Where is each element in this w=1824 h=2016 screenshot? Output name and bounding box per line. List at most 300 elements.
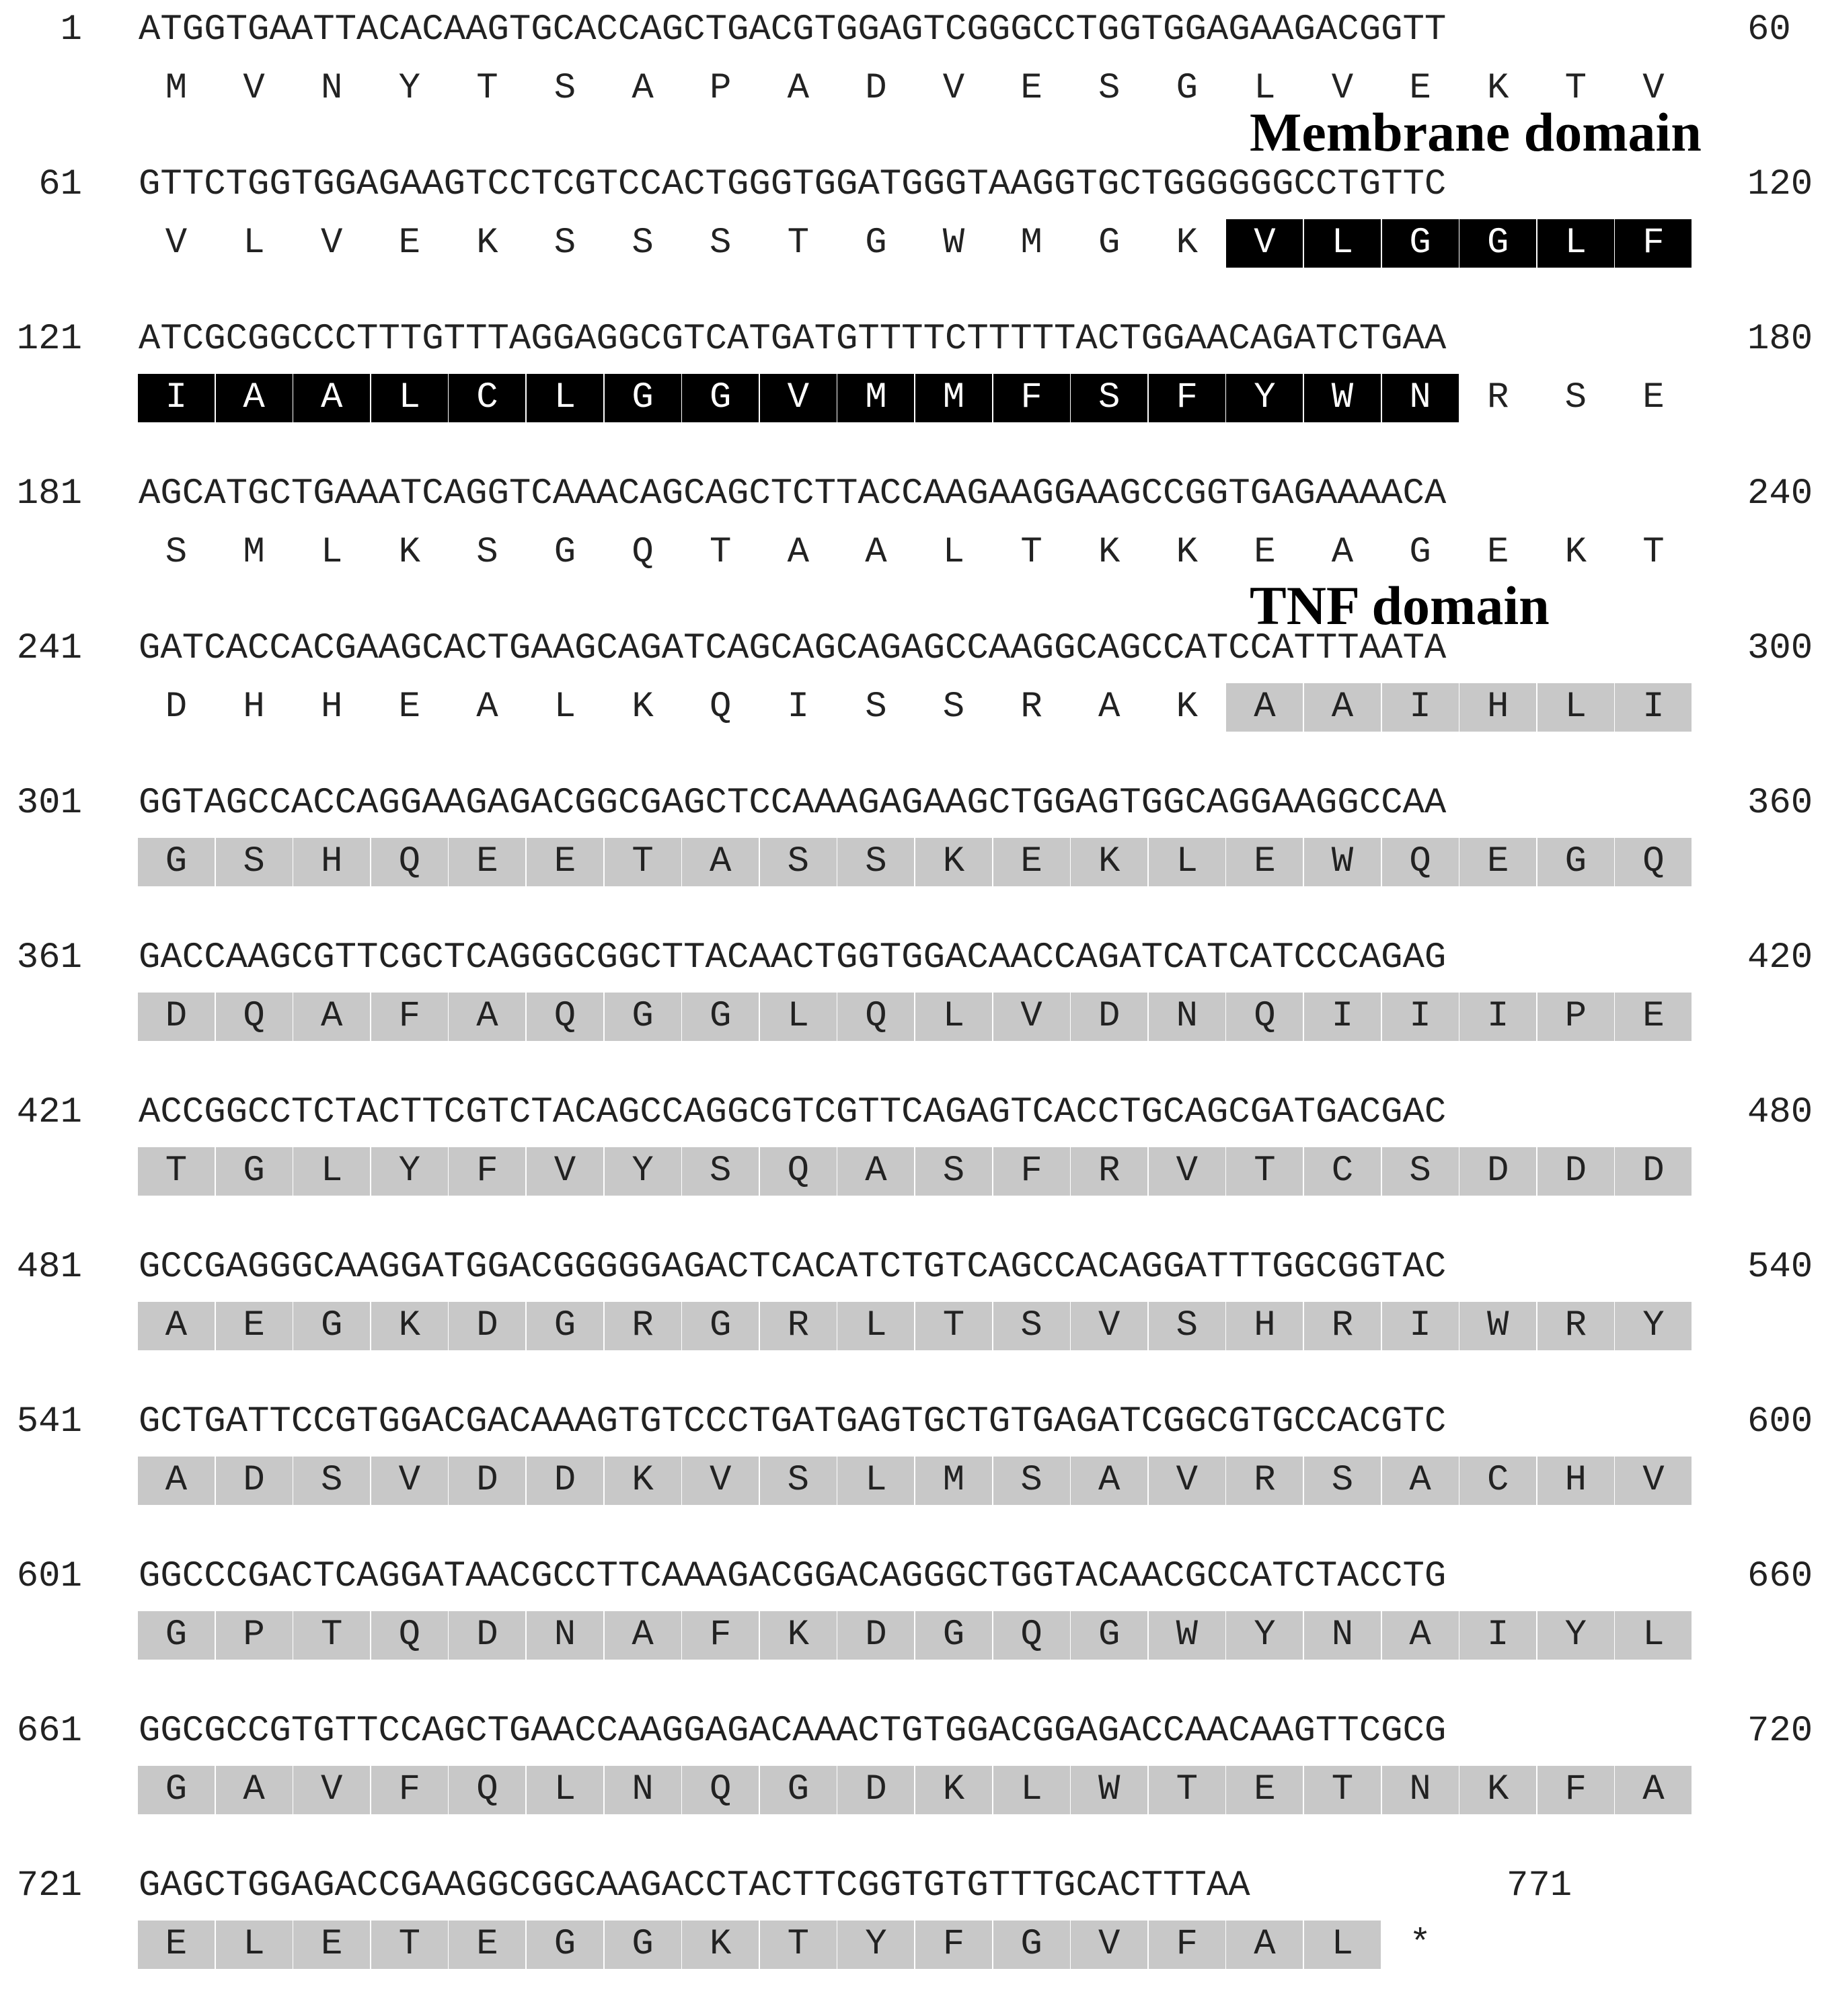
- amino-acid: D: [837, 1611, 914, 1660]
- amino-acid: E: [216, 1302, 293, 1350]
- amino-acid: V: [993, 993, 1070, 1041]
- amino-acid: D: [449, 1302, 525, 1350]
- amino-acid: A: [837, 1147, 914, 1196]
- amino-acid: Q: [371, 1611, 448, 1660]
- amino-acid: S: [709, 223, 732, 264]
- amino-acid: G: [1176, 68, 1198, 109]
- amino-acid: D: [527, 1457, 603, 1505]
- amino-acid: V: [1071, 1921, 1147, 1969]
- amino-acid-row: [0, 1921, 1824, 1969]
- amino-acid: I: [1304, 993, 1381, 1041]
- amino-acid: Q: [709, 687, 732, 728]
- amino-acid: M: [915, 1457, 992, 1505]
- amino-acid: G: [527, 1302, 603, 1350]
- amino-acid: R: [1226, 1457, 1303, 1505]
- amino-acid: A: [787, 532, 809, 573]
- amino-acid: T: [293, 1611, 370, 1660]
- amino-acid: E: [1409, 68, 1431, 109]
- amino-acid: L: [942, 532, 965, 573]
- nucleotide-sequence: GGCCCGACTCAGGATAACGCCTTCAAAGACGGACAGGGCTGGTACAACGCCATCTACCTG: [139, 1556, 1447, 1597]
- amino-acid: V: [1615, 1457, 1692, 1505]
- amino-acid: A: [293, 993, 370, 1041]
- amino-acid: G: [865, 223, 887, 264]
- amino-acid: V: [1071, 1302, 1147, 1350]
- amino-acid: T: [709, 532, 732, 573]
- amino-acid: T: [1304, 1766, 1381, 1814]
- amino-acid: L: [527, 374, 603, 422]
- amino-acid: A: [865, 532, 887, 573]
- amino-acid: G: [605, 374, 681, 422]
- amino-acid: K: [915, 838, 992, 886]
- amino-acid: F: [1149, 1921, 1225, 1969]
- amino-acid: K: [398, 532, 420, 573]
- amino-acid: F: [993, 1147, 1070, 1196]
- amino-acid: G: [605, 993, 681, 1041]
- amino-acid: E: [527, 838, 603, 886]
- amino-acid: S: [216, 838, 293, 886]
- amino-acid: S: [554, 68, 576, 109]
- amino-acid: L: [527, 1766, 603, 1814]
- amino-acid: H: [1459, 683, 1536, 732]
- position-end: 420: [1747, 937, 1813, 978]
- amino-acid: K: [1176, 532, 1198, 573]
- amino-acid: E: [1615, 993, 1692, 1041]
- amino-acid: K: [605, 1457, 681, 1505]
- amino-acid: L: [1304, 1921, 1381, 1969]
- amino-acid: I: [138, 374, 215, 422]
- amino-acid: D: [165, 687, 188, 728]
- amino-acid: A: [1615, 1766, 1692, 1814]
- position-start: 541: [16, 1401, 82, 1442]
- amino-acid: E: [993, 838, 1070, 886]
- amino-acid: G: [682, 993, 759, 1041]
- amino-acid: F: [993, 374, 1070, 422]
- position-end: 120: [1747, 164, 1813, 205]
- amino-acid: E: [1642, 377, 1665, 418]
- amino-acid: G: [1098, 223, 1120, 264]
- nucleotide-sequence: GTTCTGGTGGAGAAGTCCTCGTCCACTGGGTGGATGGGTAAGGTGCTGGGGGGCCTGTTC: [139, 164, 1447, 205]
- amino-acid: L: [216, 1921, 293, 1969]
- sequence-block: [0, 779, 1824, 933]
- amino-acid: H: [1226, 1302, 1303, 1350]
- amino-acid: A: [216, 374, 293, 422]
- amino-acid: R: [1071, 1147, 1147, 1196]
- nucleotide-sequence: ATCGCGGCCCTTTGTTTAGGAGGCGTCATGATGTTTTCTTTTTACTGGAACAGATCTGAA: [139, 319, 1447, 360]
- amino-acid: C: [449, 374, 525, 422]
- amino-acid: G: [527, 1921, 603, 1969]
- amino-acid: Q: [1615, 838, 1692, 886]
- amino-acid: G: [1071, 1611, 1147, 1660]
- amino-acid: S: [993, 1457, 1070, 1505]
- amino-acid: G: [760, 1766, 837, 1814]
- amino-acid-row: [0, 1766, 1824, 1814]
- position-end: 360: [1747, 783, 1813, 824]
- amino-acid: Q: [371, 838, 448, 886]
- sequence-block: [0, 1397, 1824, 1552]
- amino-acid: Y: [1615, 1302, 1692, 1350]
- amino-acid: F: [449, 1147, 525, 1196]
- amino-acid: I: [1459, 993, 1536, 1041]
- amino-acid: A: [1331, 532, 1354, 573]
- amino-acid: S: [865, 687, 887, 728]
- stop-codon: *: [1409, 1924, 1431, 1965]
- amino-acid: S: [993, 1302, 1070, 1350]
- amino-acid: G: [1382, 219, 1459, 268]
- nucleotide-sequence: GACCAAGCGTTCGCTCAGGGCGGCTTACAACTGGTGGACAACCAGATCATCATCCCAGAG: [139, 937, 1447, 978]
- position-end: 180: [1747, 319, 1813, 360]
- amino-acid: A: [476, 687, 498, 728]
- position-end: 300: [1747, 628, 1813, 669]
- amino-acid: H: [320, 687, 343, 728]
- amino-acid: A: [1098, 687, 1120, 728]
- amino-acid-row: [0, 374, 1824, 422]
- amino-acid: E: [1226, 838, 1303, 886]
- amino-acid: F: [682, 1611, 759, 1660]
- amino-acid: V: [1331, 68, 1354, 109]
- amino-acid: V: [320, 223, 343, 264]
- sequence-block: [0, 1552, 1824, 1707]
- amino-acid: T: [915, 1302, 992, 1350]
- amino-acid: F: [1615, 219, 1692, 268]
- amino-acid: Q: [527, 993, 603, 1041]
- amino-acid: R: [605, 1302, 681, 1350]
- nucleotide-sequence: GGCGCCGTGTTCCAGCTGAACCAAGGAGACAAACTGTGGACGGAGACCAACAAGTTCGCG: [139, 1711, 1447, 1752]
- membrane-domain-label: Membrane domain: [1250, 102, 1702, 163]
- amino-acid: T: [371, 1921, 448, 1969]
- amino-acid: M: [165, 68, 188, 109]
- amino-acid: F: [915, 1921, 992, 1969]
- amino-acid: S: [165, 532, 188, 573]
- amino-acid-row: [0, 1457, 1824, 1505]
- sequence-block: [0, 160, 1824, 315]
- amino-acid: G: [216, 1147, 293, 1196]
- amino-acid: S: [554, 223, 576, 264]
- amino-acid: L: [993, 1766, 1070, 1814]
- position-start: 61: [38, 164, 82, 205]
- amino-acid: S: [1564, 377, 1587, 418]
- amino-acid: V: [1226, 219, 1303, 268]
- amino-acid: T: [1226, 1147, 1303, 1196]
- nucleotide-sequence: ACCGGCCTCTACTTCGTCTACAGCCAGGCGTCGTTCAGAGTCACCTGCAGCGATGACGAC: [139, 1092, 1447, 1133]
- amino-acid: N: [320, 68, 343, 109]
- amino-acid: I: [1382, 1302, 1459, 1350]
- amino-acid: G: [293, 1302, 370, 1350]
- amino-acid: L: [1304, 219, 1381, 268]
- amino-acid: G: [1537, 838, 1614, 886]
- amino-acid: E: [449, 1921, 525, 1969]
- amino-acid: K: [1564, 532, 1587, 573]
- amino-acid: T: [605, 838, 681, 886]
- amino-acid: V: [527, 1147, 603, 1196]
- amino-acid: G: [1409, 532, 1431, 573]
- amino-acid: D: [449, 1611, 525, 1660]
- amino-acid: A: [1226, 1921, 1303, 1969]
- amino-acid: V: [760, 374, 837, 422]
- amino-acid: L: [320, 532, 343, 573]
- amino-acid: A: [1226, 683, 1303, 732]
- amino-acid: R: [1020, 687, 1042, 728]
- amino-acid: G: [682, 374, 759, 422]
- amino-acid: K: [1176, 687, 1198, 728]
- amino-acid: Y: [605, 1147, 681, 1196]
- amino-acid: R: [1486, 377, 1509, 418]
- position-start: 721: [16, 1865, 82, 1906]
- amino-acid: S: [1382, 1147, 1459, 1196]
- amino-acid: A: [605, 1611, 681, 1660]
- amino-acid: I: [1382, 993, 1459, 1041]
- amino-acid: E: [1226, 1766, 1303, 1814]
- amino-acid: V: [1149, 1147, 1225, 1196]
- amino-acid: K: [632, 687, 654, 728]
- amino-acid: L: [1149, 838, 1225, 886]
- amino-acid: L: [1537, 683, 1614, 732]
- amino-acid: K: [1176, 223, 1198, 264]
- amino-acid: G: [138, 1611, 215, 1660]
- amino-acid: S: [476, 532, 498, 573]
- amino-acid: A: [138, 1302, 215, 1350]
- amino-acid: K: [1098, 532, 1120, 573]
- amino-acid: W: [1304, 838, 1381, 886]
- amino-acid: H: [1537, 1457, 1614, 1505]
- amino-acid: L: [554, 687, 576, 728]
- position-start: 301: [16, 783, 82, 824]
- amino-acid: D: [216, 1457, 293, 1505]
- amino-acid: V: [1149, 1457, 1225, 1505]
- amino-acid: L: [1537, 219, 1614, 268]
- amino-acid: L: [915, 993, 992, 1041]
- amino-acid: S: [837, 838, 914, 886]
- amino-acid: Q: [760, 1147, 837, 1196]
- amino-acid: C: [1459, 1457, 1536, 1505]
- position-start: 421: [16, 1092, 82, 1133]
- position-end: 240: [1747, 473, 1813, 514]
- amino-acid: A: [1071, 1457, 1147, 1505]
- amino-acid: A: [632, 68, 654, 109]
- amino-acid: A: [138, 1457, 215, 1505]
- sequence-block: [0, 469, 1824, 624]
- amino-acid: E: [1020, 68, 1042, 109]
- amino-acid: F: [1149, 374, 1225, 422]
- amino-acid: V: [293, 1766, 370, 1814]
- position-end: 720: [1747, 1711, 1813, 1752]
- amino-acid: D: [1537, 1147, 1614, 1196]
- nucleotide-sequence: GGTAGCCACCAGGAAGAGACGGCGAGCTCCAAAGAGAAGCTGGAGTGGCAGGAAGGCCAA: [139, 783, 1447, 824]
- amino-acid: T: [760, 1921, 837, 1969]
- amino-acid: T: [1642, 532, 1665, 573]
- amino-acid: F: [371, 993, 448, 1041]
- amino-acid: I: [1459, 1611, 1536, 1660]
- amino-acid: S: [293, 1457, 370, 1505]
- sequence-block: [0, 1088, 1824, 1243]
- amino-acid: K: [915, 1766, 992, 1814]
- position-start: 601: [16, 1556, 82, 1597]
- amino-acid: M: [1020, 223, 1042, 264]
- amino-acid: S: [1304, 1457, 1381, 1505]
- amino-acid: G: [915, 1611, 992, 1660]
- amino-acid: K: [476, 223, 498, 264]
- amino-acid: H: [243, 687, 265, 728]
- amino-acid: S: [760, 1457, 837, 1505]
- amino-acid: G: [554, 532, 576, 573]
- sequence-block: [0, 624, 1824, 779]
- amino-acid: S: [760, 838, 837, 886]
- amino-acid-row: [0, 529, 1824, 577]
- amino-acid: H: [293, 838, 370, 886]
- amino-acid: E: [398, 687, 420, 728]
- amino-acid-row: [0, 1147, 1824, 1196]
- amino-acid: R: [1537, 1302, 1614, 1350]
- amino-acid: E: [1486, 532, 1509, 573]
- amino-acid: L: [760, 993, 837, 1041]
- amino-acid: Y: [1226, 1611, 1303, 1660]
- amino-acid: N: [1382, 374, 1459, 422]
- amino-acid: Q: [1226, 993, 1303, 1041]
- nucleotide-sequence: GCCGAGGGCAAGGATGGACGGGGGAGACTCACATCTGTCAGCCACAGGATTTGGCGGTAC: [139, 1247, 1447, 1288]
- amino-acid: K: [1071, 838, 1147, 886]
- amino-acid: M: [837, 374, 914, 422]
- amino-acid: W: [1071, 1766, 1147, 1814]
- amino-acid: V: [371, 1457, 448, 1505]
- position-end: 771: [1507, 1865, 1572, 1906]
- amino-acid: A: [216, 1766, 293, 1814]
- sequence-block: [0, 1243, 1824, 1397]
- amino-acid: S: [632, 223, 654, 264]
- amino-acid: G: [138, 838, 215, 886]
- position-end: 660: [1747, 1556, 1813, 1597]
- amino-acid: E: [138, 1921, 215, 1969]
- amino-acid: N: [1382, 1766, 1459, 1814]
- amino-acid: D: [1459, 1147, 1536, 1196]
- nucleotide-sequence: GAGCTGGAGACCGAAGGCGGCAAGACCTACTTCGGTGTGTTTGCACTTTAA: [139, 1865, 1250, 1906]
- amino-acid: L: [837, 1302, 914, 1350]
- amino-acid-row: [0, 219, 1824, 268]
- amino-acid: S: [942, 687, 965, 728]
- amino-acid: G: [138, 1766, 215, 1814]
- amino-acid: F: [1537, 1766, 1614, 1814]
- amino-acid: Q: [682, 1766, 759, 1814]
- nucleotide-sequence: GATCACCACGAAGCACTGAAGCAGATCAGCAGCAGAGCCAAGGCAGCCATCCATTTAATA: [139, 628, 1447, 669]
- amino-acid: E: [449, 838, 525, 886]
- amino-acid: V: [1642, 68, 1665, 109]
- amino-acid: N: [605, 1766, 681, 1814]
- position-start: 241: [16, 628, 82, 669]
- amino-acid: W: [1149, 1611, 1225, 1660]
- amino-acid: L: [1254, 68, 1276, 109]
- amino-acid: V: [165, 223, 188, 264]
- amino-acid: P: [216, 1611, 293, 1660]
- amino-acid: Q: [449, 1766, 525, 1814]
- amino-acid: G: [682, 1302, 759, 1350]
- amino-acid-row: [0, 1611, 1824, 1660]
- amino-acid: K: [371, 1302, 448, 1350]
- amino-acid: S: [1149, 1302, 1225, 1350]
- amino-acid: E: [398, 223, 420, 264]
- position-end: 600: [1747, 1401, 1813, 1442]
- amino-acid: Q: [837, 993, 914, 1041]
- amino-acid: N: [1149, 993, 1225, 1041]
- sequence-block: [0, 1861, 1824, 2016]
- amino-acid: L: [371, 374, 448, 422]
- position-start: 121: [16, 319, 82, 360]
- amino-acid: R: [760, 1302, 837, 1350]
- position-end: 480: [1747, 1092, 1813, 1133]
- sequence-block: [0, 1707, 1824, 1861]
- amino-acid: P: [1537, 993, 1614, 1041]
- amino-acid: R: [1304, 1302, 1381, 1350]
- amino-acid: S: [1098, 68, 1120, 109]
- amino-acid: I: [1382, 683, 1459, 732]
- amino-acid: K: [682, 1921, 759, 1969]
- amino-acid: Y: [837, 1921, 914, 1969]
- amino-acid: Q: [1382, 838, 1459, 886]
- amino-acid: A: [1382, 1611, 1459, 1660]
- position-end: 60: [1747, 9, 1791, 50]
- amino-acid: I: [1615, 683, 1692, 732]
- amino-acid: K: [1486, 68, 1509, 109]
- position-start: 481: [16, 1247, 82, 1288]
- amino-acid: D: [865, 68, 887, 109]
- amino-acid: L: [293, 1147, 370, 1196]
- amino-acid: T: [1564, 68, 1587, 109]
- amino-acid: L: [1615, 1611, 1692, 1660]
- amino-acid: M: [243, 532, 265, 573]
- position-start: 181: [16, 473, 82, 514]
- amino-acid-row: [0, 838, 1824, 886]
- nucleotide-sequence: GCTGATTCCGTGGACGACAAAGTGTCCCTGATGAGTGCTGTGAGATCGGCGTGCCACGTC: [139, 1401, 1447, 1442]
- sequence-block: [0, 933, 1824, 1088]
- amino-acid: T: [1149, 1766, 1225, 1814]
- amino-acid: Q: [993, 1611, 1070, 1660]
- amino-acid: E: [1459, 838, 1536, 886]
- amino-acid: W: [1304, 374, 1381, 422]
- tnf-domain-label: TNF domain: [1250, 575, 1550, 636]
- amino-acid: C: [1304, 1147, 1381, 1196]
- amino-acid: T: [787, 223, 809, 264]
- amino-acid: A: [682, 838, 759, 886]
- amino-acid: Q: [632, 532, 654, 573]
- amino-acid: Y: [1537, 1611, 1614, 1660]
- amino-acid: T: [1020, 532, 1042, 573]
- amino-acid: Y: [398, 68, 420, 109]
- amino-acid: G: [1459, 219, 1536, 268]
- amino-acid: D: [449, 1457, 525, 1505]
- amino-acid: S: [915, 1147, 992, 1196]
- amino-acid: A: [1304, 683, 1381, 732]
- amino-acid: D: [837, 1766, 914, 1814]
- amino-acid: V: [243, 68, 265, 109]
- position-start: 661: [16, 1711, 82, 1752]
- amino-acid: S: [1071, 374, 1147, 422]
- amino-acid: I: [787, 687, 809, 728]
- nucleotide-sequence: ATGGTGAATTACACAAGTGCACCAGCTGACGTGGAGTCGGGCCTGGTGGAGAAGACGGTT: [139, 9, 1447, 50]
- amino-acid: L: [243, 223, 265, 264]
- nucleotide-sequence: AGCATGCTGAAATCAGGTCAAACAGCAGCTCTTACCAAGAAGGAAGCCGGTGAGAAAACA: [139, 473, 1447, 514]
- amino-acid: D: [138, 993, 215, 1041]
- amino-acid: A: [1382, 1457, 1459, 1505]
- amino-acid: E: [1254, 532, 1276, 573]
- amino-acid: P: [709, 68, 732, 109]
- amino-acid: F: [371, 1766, 448, 1814]
- amino-acid: Y: [371, 1147, 448, 1196]
- sequence-block: [0, 315, 1824, 469]
- amino-acid-row: [0, 1302, 1824, 1350]
- amino-acid: T: [138, 1147, 215, 1196]
- amino-acid: G: [993, 1921, 1070, 1969]
- position-end: 540: [1747, 1247, 1813, 1288]
- amino-acid: A: [293, 374, 370, 422]
- amino-acid: D: [1615, 1147, 1692, 1196]
- amino-acid: N: [527, 1611, 603, 1660]
